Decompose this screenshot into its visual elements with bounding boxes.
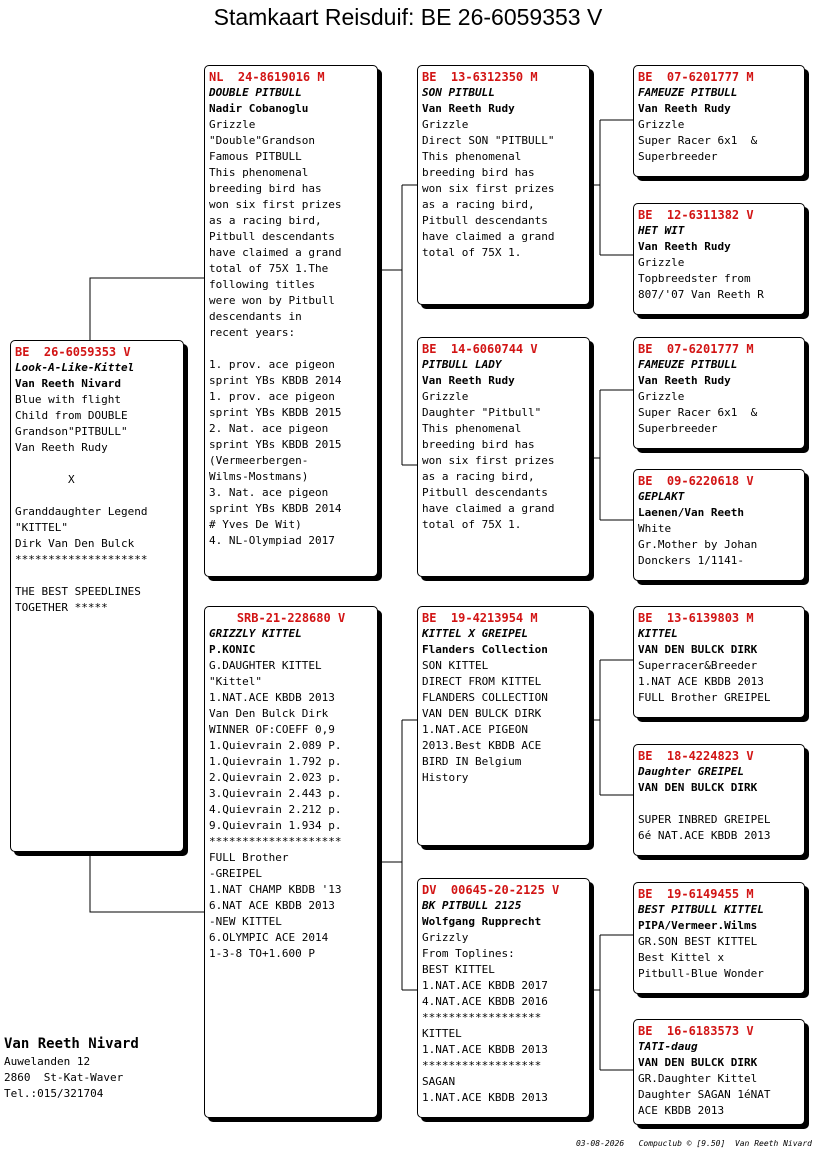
- info-line: 6.NAT ACE KBDB 2013: [209, 899, 335, 912]
- info-line: FULL Brother: [209, 851, 289, 864]
- pigeon-name: SON PITBULL: [422, 86, 495, 99]
- info-line: Grizzle: [209, 118, 256, 131]
- ring-number: BE 13-6139803 M: [638, 611, 754, 625]
- info-line: Super Racer 6x1 &: [638, 134, 758, 147]
- footer-print-info: 03-08-2026 Compuclub © [9.50] Van Reeth Nivard: [575, 1139, 812, 1148]
- info-line: Van Reeth Rudy: [15, 441, 108, 454]
- info-line: 1.NAT.ACE PIGEON: [422, 723, 528, 736]
- owner-address-block: [4, 1034, 139, 1102]
- info-line: 1.Quievrain 1.792 p.: [209, 755, 342, 768]
- info-line: Grizzle: [422, 118, 469, 131]
- info-line: were won by Pitbull: [209, 294, 335, 307]
- info-line: Dirk Van Den Bulck: [15, 537, 135, 550]
- info-line: "Kittel": [209, 675, 262, 688]
- info-line: Wilms-Mostmans): [209, 470, 309, 483]
- info-line: FULL Brother GREIPEL: [638, 691, 771, 704]
- info-line: Grizzle: [422, 390, 469, 403]
- breeder-name: Wolfgang Rupprecht: [422, 915, 542, 928]
- dam-dam-sire-card: [633, 882, 805, 994]
- info-line: 6.OLYMPIC ACE 2014: [209, 931, 329, 944]
- info-line: FLANDERS COLLECTION: [422, 691, 548, 704]
- info-line: KITTEL: [422, 1027, 462, 1040]
- info-line: 1.NAT.ACE KBDB 2017: [422, 979, 548, 992]
- breeder-name: VAN DEN BULCK DIRK: [638, 1056, 758, 1069]
- info-line: (Vermeerbergen-: [209, 454, 309, 467]
- breeder-name: VAN DEN BULCK DIRK: [638, 643, 758, 656]
- info-line: ********************: [209, 835, 342, 848]
- info-line: sprint YBs KBDB 2014: [209, 502, 342, 515]
- dam-dam-card: [417, 878, 590, 1118]
- info-line: have claimed a grand: [209, 246, 342, 259]
- pigeon-name: BK PITBULL 2125: [422, 899, 522, 912]
- info-line: 1.NAT CHAMP KBDB '13: [209, 883, 342, 896]
- info-line: Grizzle: [638, 256, 685, 269]
- info-line: Granddaughter Legend: [15, 505, 148, 518]
- info-line: descendants in: [209, 310, 302, 323]
- page-title: Stamkaart Reisduif: BE 26-6059353 V: [213, 4, 603, 30]
- pigeon-name: GEPLAKT: [638, 490, 685, 503]
- sire-dam-dam-card: [633, 469, 805, 581]
- info-line: Grizzle: [638, 390, 685, 403]
- info-line: 2.Quievrain 2.023 p.: [209, 771, 342, 784]
- info-line: 1.Quievrain 2.089 P.: [209, 739, 342, 752]
- info-line: Daughter "Pitbull": [422, 406, 542, 419]
- info-line: as a racing bird,: [422, 198, 535, 211]
- info-line: 6é NAT.ACE KBDB 2013: [638, 829, 771, 842]
- info-line: 4.NAT.ACE KBDB 2016: [422, 995, 548, 1008]
- info-line: breeding bird has: [209, 182, 322, 195]
- dam-dam-dam-card: [633, 1019, 805, 1125]
- info-line: recent years:: [209, 326, 296, 339]
- ring-number: BE 07-6201777 M: [638, 342, 754, 356]
- breeder-name: VAN DEN BULCK DIRK: [638, 781, 758, 794]
- info-line: 1.NAT ACE KBDB 2013: [638, 675, 764, 688]
- info-line: 4. NL-Olympiad 2017: [209, 534, 335, 547]
- info-line: 3. Nat. ace pigeon: [209, 486, 329, 499]
- dam-sire-card: [417, 606, 590, 846]
- info-line: [15, 568, 179, 584]
- info-line: ******************: [422, 1011, 542, 1024]
- info-line: Pitbull descendants: [422, 486, 548, 499]
- info-line: History: [422, 771, 469, 784]
- breeder-name: Van Reeth Nivard: [15, 377, 121, 390]
- info-line: as a racing bird,: [209, 214, 322, 227]
- info-line: breeding bird has: [422, 438, 535, 451]
- info-line: Grizzly: [422, 931, 469, 944]
- sire-sire-sire-card: [633, 65, 805, 177]
- info-line: total of 75X 1.: [422, 518, 522, 531]
- info-line: TOGETHER *****: [15, 601, 108, 614]
- info-line: breeding bird has: [422, 166, 535, 179]
- info-line: DIRECT FROM KITTEL: [422, 675, 542, 688]
- info-line: Famous PITBULL: [209, 150, 302, 163]
- info-line: sprint YBs KBDB 2015: [209, 406, 342, 419]
- pigeon-name: KITTEL X GREIPEL: [422, 627, 528, 640]
- sire-sire-dam-card: [633, 203, 805, 315]
- info-line: 2013.Best KBDB ACE: [422, 739, 542, 752]
- info-line: Child from DOUBLE: [15, 409, 128, 422]
- info-line: SON KITTEL: [422, 659, 489, 672]
- breeder-name: Laenen/Van Reeth: [638, 506, 744, 519]
- info-line: 3.Quievrain 2.443 p.: [209, 787, 342, 800]
- info-line: GR.SON BEST KITTEL: [638, 935, 758, 948]
- info-line: 9.Quievrain 1.934 p.: [209, 819, 342, 832]
- info-line: ACE KBDB 2013: [638, 1104, 725, 1117]
- subject-pigeon-card: [10, 340, 184, 852]
- pigeon-name: PITBULL LADY: [422, 358, 502, 371]
- info-line: Grizzle: [638, 118, 685, 131]
- info-line: THE BEST SPEEDLINES: [15, 585, 141, 598]
- info-line: Van Den Bulck Dirk: [209, 707, 329, 720]
- info-line: 1. prov. ace pigeon: [209, 390, 335, 403]
- pigeon-name: KITTEL: [638, 627, 678, 640]
- ring-number: DV 00645-20-2125 V: [422, 883, 560, 897]
- info-line: This phenomenal: [422, 150, 522, 163]
- info-line: Pitbull descendants: [209, 230, 335, 243]
- breeder-name: Nadir Cobanoglu: [209, 102, 309, 115]
- ring-number: BE 19-4213954 M: [422, 611, 538, 625]
- info-line: VAN DEN BULCK DIRK: [422, 707, 542, 720]
- info-line: -GREIPEL: [209, 867, 262, 880]
- pigeon-name: Look-A-Like-Kittel: [15, 361, 135, 374]
- info-line: BEST KITTEL: [422, 963, 495, 976]
- info-line: have claimed a grand: [422, 230, 555, 243]
- pigeon-name: FAMEUZE PITBULL: [638, 358, 738, 371]
- info-line: have claimed a grand: [422, 502, 555, 515]
- ring-number: BE 26-6059353 V: [15, 345, 131, 359]
- info-line: SUPER INBRED GREIPEL: [638, 813, 771, 826]
- info-line: Best Kittel x: [638, 951, 725, 964]
- breeder-name: Van Reeth Rudy: [638, 102, 731, 115]
- breeder-name: Van Reeth Rudy: [422, 374, 515, 387]
- ring-number: BE 12-6311382 V: [638, 208, 754, 222]
- ring-number: NL 24-8619016 M: [209, 70, 325, 84]
- sire-sire-card: [417, 65, 590, 305]
- info-line: as a racing bird,: [422, 470, 535, 483]
- breeder-name: Van Reeth Rudy: [638, 240, 731, 253]
- breeder-name: PIPA/Vermeer.Wilms: [638, 919, 758, 932]
- info-line: sprint YBs KBDB 2014: [209, 374, 342, 387]
- sire-card: [204, 65, 378, 577]
- info-line: Grandson"PITBULL": [15, 425, 128, 438]
- info-line: 1. prov. ace pigeon: [209, 358, 335, 371]
- info-line: 1.NAT.ACE KBDB 2013: [209, 691, 335, 704]
- info-line: total of 75X 1.The: [209, 262, 329, 275]
- dam-sire-sire-card: [633, 606, 805, 718]
- info-line: This phenomenal: [209, 166, 309, 179]
- ring-number: BE 13-6312350 M: [422, 70, 538, 84]
- info-line: ******************: [422, 1059, 542, 1072]
- info-line: ********************: [15, 553, 148, 566]
- dam-card: [204, 606, 378, 1118]
- info-line: won six first prizes: [422, 182, 555, 195]
- sire-dam-sire-card: [633, 337, 805, 449]
- pigeon-name: DOUBLE PITBULL: [209, 86, 302, 99]
- owner-street: Auwelanden 12: [4, 1055, 91, 1068]
- info-line: Super Racer 6x1 &: [638, 406, 758, 419]
- info-line: Blue with flight: [15, 393, 121, 406]
- info-line: sprint YBs KBDB 2015: [209, 438, 342, 451]
- info-line: 1-3-8 TO+1.600 P: [209, 947, 315, 960]
- info-line: 4.Quievrain 2.212 p.: [209, 803, 342, 816]
- pigeon-name: BEST PITBULL KITTEL: [638, 903, 764, 916]
- owner-phone: Tel.:015/321704: [4, 1087, 104, 1100]
- owner-city: 2860 St-Kat-Waver: [4, 1071, 124, 1084]
- info-line: G.DAUGHTER KITTEL: [209, 659, 322, 672]
- info-line: From Toplines:: [422, 947, 515, 960]
- info-line: 1.NAT.ACE KBDB 2013: [422, 1043, 548, 1056]
- breeder-name: Van Reeth Rudy: [422, 102, 515, 115]
- ring-number: BE 16-6183573 V: [638, 1024, 754, 1038]
- info-line: GR.Daughter Kittel: [638, 1072, 758, 1085]
- info-line: Donckers 1/1141-: [638, 554, 744, 567]
- pigeon-name: Daughter GREIPEL: [638, 765, 744, 778]
- ring-number: BE 18-4224823 V: [638, 749, 754, 763]
- info-line: [15, 488, 179, 504]
- info-line: [638, 796, 800, 812]
- breeder-name: Flanders Collection: [422, 643, 548, 656]
- info-line: # Yves De Wit): [209, 518, 302, 531]
- dam-sire-dam-card: [633, 744, 805, 856]
- ring-number: BE 09-6220618 V: [638, 474, 754, 488]
- owner-name: Van Reeth Nivard: [4, 1036, 139, 1052]
- info-line: Superracer&Breeder: [638, 659, 758, 672]
- info-line: Pitbull descendants: [422, 214, 548, 227]
- info-line: following titles: [209, 278, 315, 291]
- info-line: -NEW KITTEL: [209, 915, 282, 928]
- info-line: won six first prizes: [422, 454, 555, 467]
- info-line: Topbreedster from: [638, 272, 751, 285]
- info-line: "Double"Grandson: [209, 134, 315, 147]
- info-line: Direct SON "PITBULL": [422, 134, 555, 147]
- ring-number: SRB-21-228680 V: [236, 611, 346, 625]
- breeder-name: P.KONIC: [209, 643, 256, 656]
- info-line: Pitbull-Blue Wonder: [638, 967, 764, 980]
- ring-number: BE 19-6149455 M: [638, 887, 754, 901]
- info-line: won six first prizes: [209, 198, 342, 211]
- info-line: Daughter SAGAN 1éNAT: [638, 1088, 771, 1101]
- info-line: "KITTEL": [15, 521, 68, 534]
- info-line: Superbreeder: [638, 150, 718, 163]
- info-line: Superbreeder: [638, 422, 718, 435]
- ring-number: BE 14-6060744 V: [422, 342, 538, 356]
- pigeon-name: TATI-daug: [638, 1040, 698, 1053]
- info-line: [15, 456, 179, 472]
- sire-dam-card: [417, 337, 590, 577]
- info-line: SAGAN: [422, 1075, 456, 1088]
- ring-number: BE 07-6201777 M: [638, 70, 754, 84]
- info-line: BIRD IN Belgium: [422, 755, 522, 768]
- info-line: [209, 341, 373, 357]
- info-line: 1.NAT.ACE KBDB 2013: [422, 1091, 548, 1104]
- info-line: White: [638, 522, 672, 535]
- info-line: Gr.Mother by Johan: [638, 538, 758, 551]
- pigeon-name: FAMEUZE PITBULL: [638, 86, 738, 99]
- info-line: 2. Nat. ace pigeon: [209, 422, 329, 435]
- pigeon-name: GRIZZLY KITTEL: [209, 627, 302, 640]
- breeder-name: Van Reeth Rudy: [638, 374, 731, 387]
- pigeon-name: HET WIT: [638, 224, 685, 237]
- info-line: This phenomenal: [422, 422, 522, 435]
- info-line: X: [15, 473, 75, 486]
- info-line: WINNER OF:COEFF 0,9: [209, 723, 335, 736]
- info-line: total of 75X 1.: [422, 246, 522, 259]
- info-line: 807/'07 Van Reeth R: [638, 288, 764, 301]
